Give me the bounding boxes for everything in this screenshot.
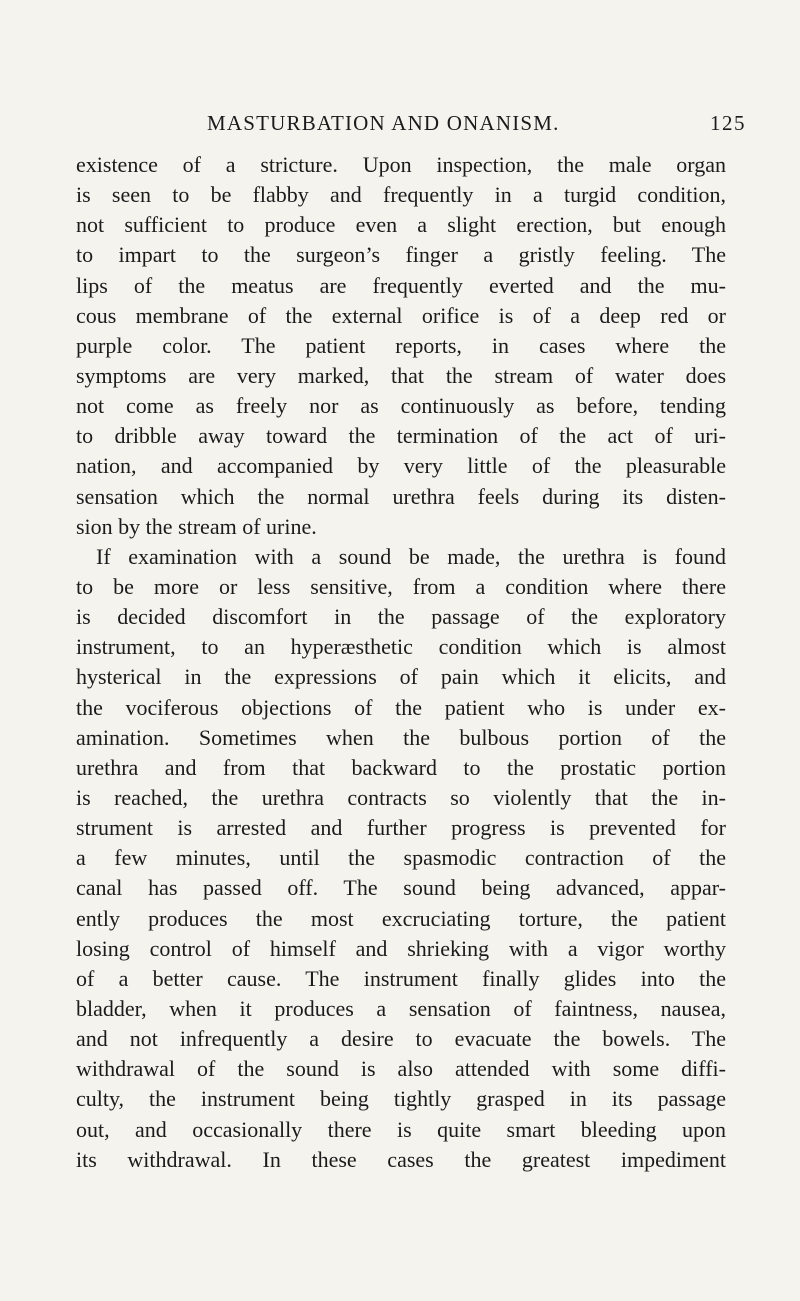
text-line: to dribble away toward the termination of the act of uri- (76, 423, 726, 449)
text-line: purple color. The patient reports, in cases where the (76, 332, 726, 358)
text-line: the vociferous objections of the patient who is under ex- (76, 694, 726, 720)
text-line: symptoms are very marked, that the stream of water does (76, 362, 726, 388)
paragraph-1 (76, 150, 726, 542)
text-line: sion by the stream of urine. (76, 513, 317, 539)
text-line: strument is arrested and further progress is prevented for (76, 815, 726, 841)
text-line: withdrawal of the sound is also attended with some diffi- (76, 1056, 726, 1082)
running-title: MASTURBATION AND ONANISM. (207, 111, 560, 135)
text-line: and not infrequently a desire to evacuate the bowels. The (76, 1026, 726, 1052)
text-line: is reached, the urethra contracts so violently that the in- (76, 784, 726, 810)
text-line: out, and occasionally there is quite smart bleeding upon (76, 1116, 726, 1142)
page-number: 125 (710, 111, 746, 135)
text-line: hysterical in the expressions of pain which it elicits, and (76, 664, 726, 690)
text-line: canal has passed off. The sound being advanced, appar- (76, 875, 726, 901)
text-line: nation, and accompanied by very little of the pleasurable (76, 453, 726, 479)
text-line: a few minutes, until the spasmodic contraction of the (76, 845, 726, 871)
text-line: ently produces the most excruciating torture, the patient (76, 905, 726, 931)
text-line: instrument, to an hyperæsthetic condition which is almost (76, 634, 726, 660)
paragraph-2 (76, 542, 726, 1175)
text-line: urethra and from that backward to the prostatic portion (76, 754, 726, 780)
text-line: is seen to be flabby and frequently in a turgid condition, (76, 182, 726, 208)
text-line: losing control of himself and shrieking with a vigor worthy (76, 935, 726, 961)
running-header (0, 106, 800, 140)
text-line: to be more or less sensitive, from a condition where there (76, 573, 726, 599)
text-line: is decided discomfort in the passage of the exploratory (76, 604, 726, 630)
text-line: bladder, when it produces a sensation of faintness, nausea, (76, 995, 726, 1021)
text-line: If examination with a sound be made, the urethra is found (96, 543, 726, 569)
text-line: sensation which the normal urethra feels during its disten- (76, 483, 726, 509)
text-line: culty, the instrument being tightly grasped in its passage (76, 1086, 726, 1112)
text-line: to impart to the surgeon’s finger a gristly feeling. The (76, 242, 726, 268)
text-line: lips of the meatus are frequently everted and the mu- (76, 272, 726, 298)
text-line: not sufficient to produce even a slight erection, but enough (76, 212, 726, 238)
text-line: amination. Sometimes when the bulbous portion of the (76, 724, 726, 750)
text-line: of a better cause. The instrument finally glides into the (76, 965, 726, 991)
text-line: its withdrawal. In these cases the greatest impediment (76, 1146, 726, 1172)
text-line: cous membrane of the external orifice is of a deep red or (76, 302, 726, 328)
text-line: not come as freely nor as continuously as before, tending (76, 393, 726, 419)
body-text (76, 150, 726, 1175)
text-line: existence of a stricture. Upon inspection, the male organ (76, 152, 726, 177)
